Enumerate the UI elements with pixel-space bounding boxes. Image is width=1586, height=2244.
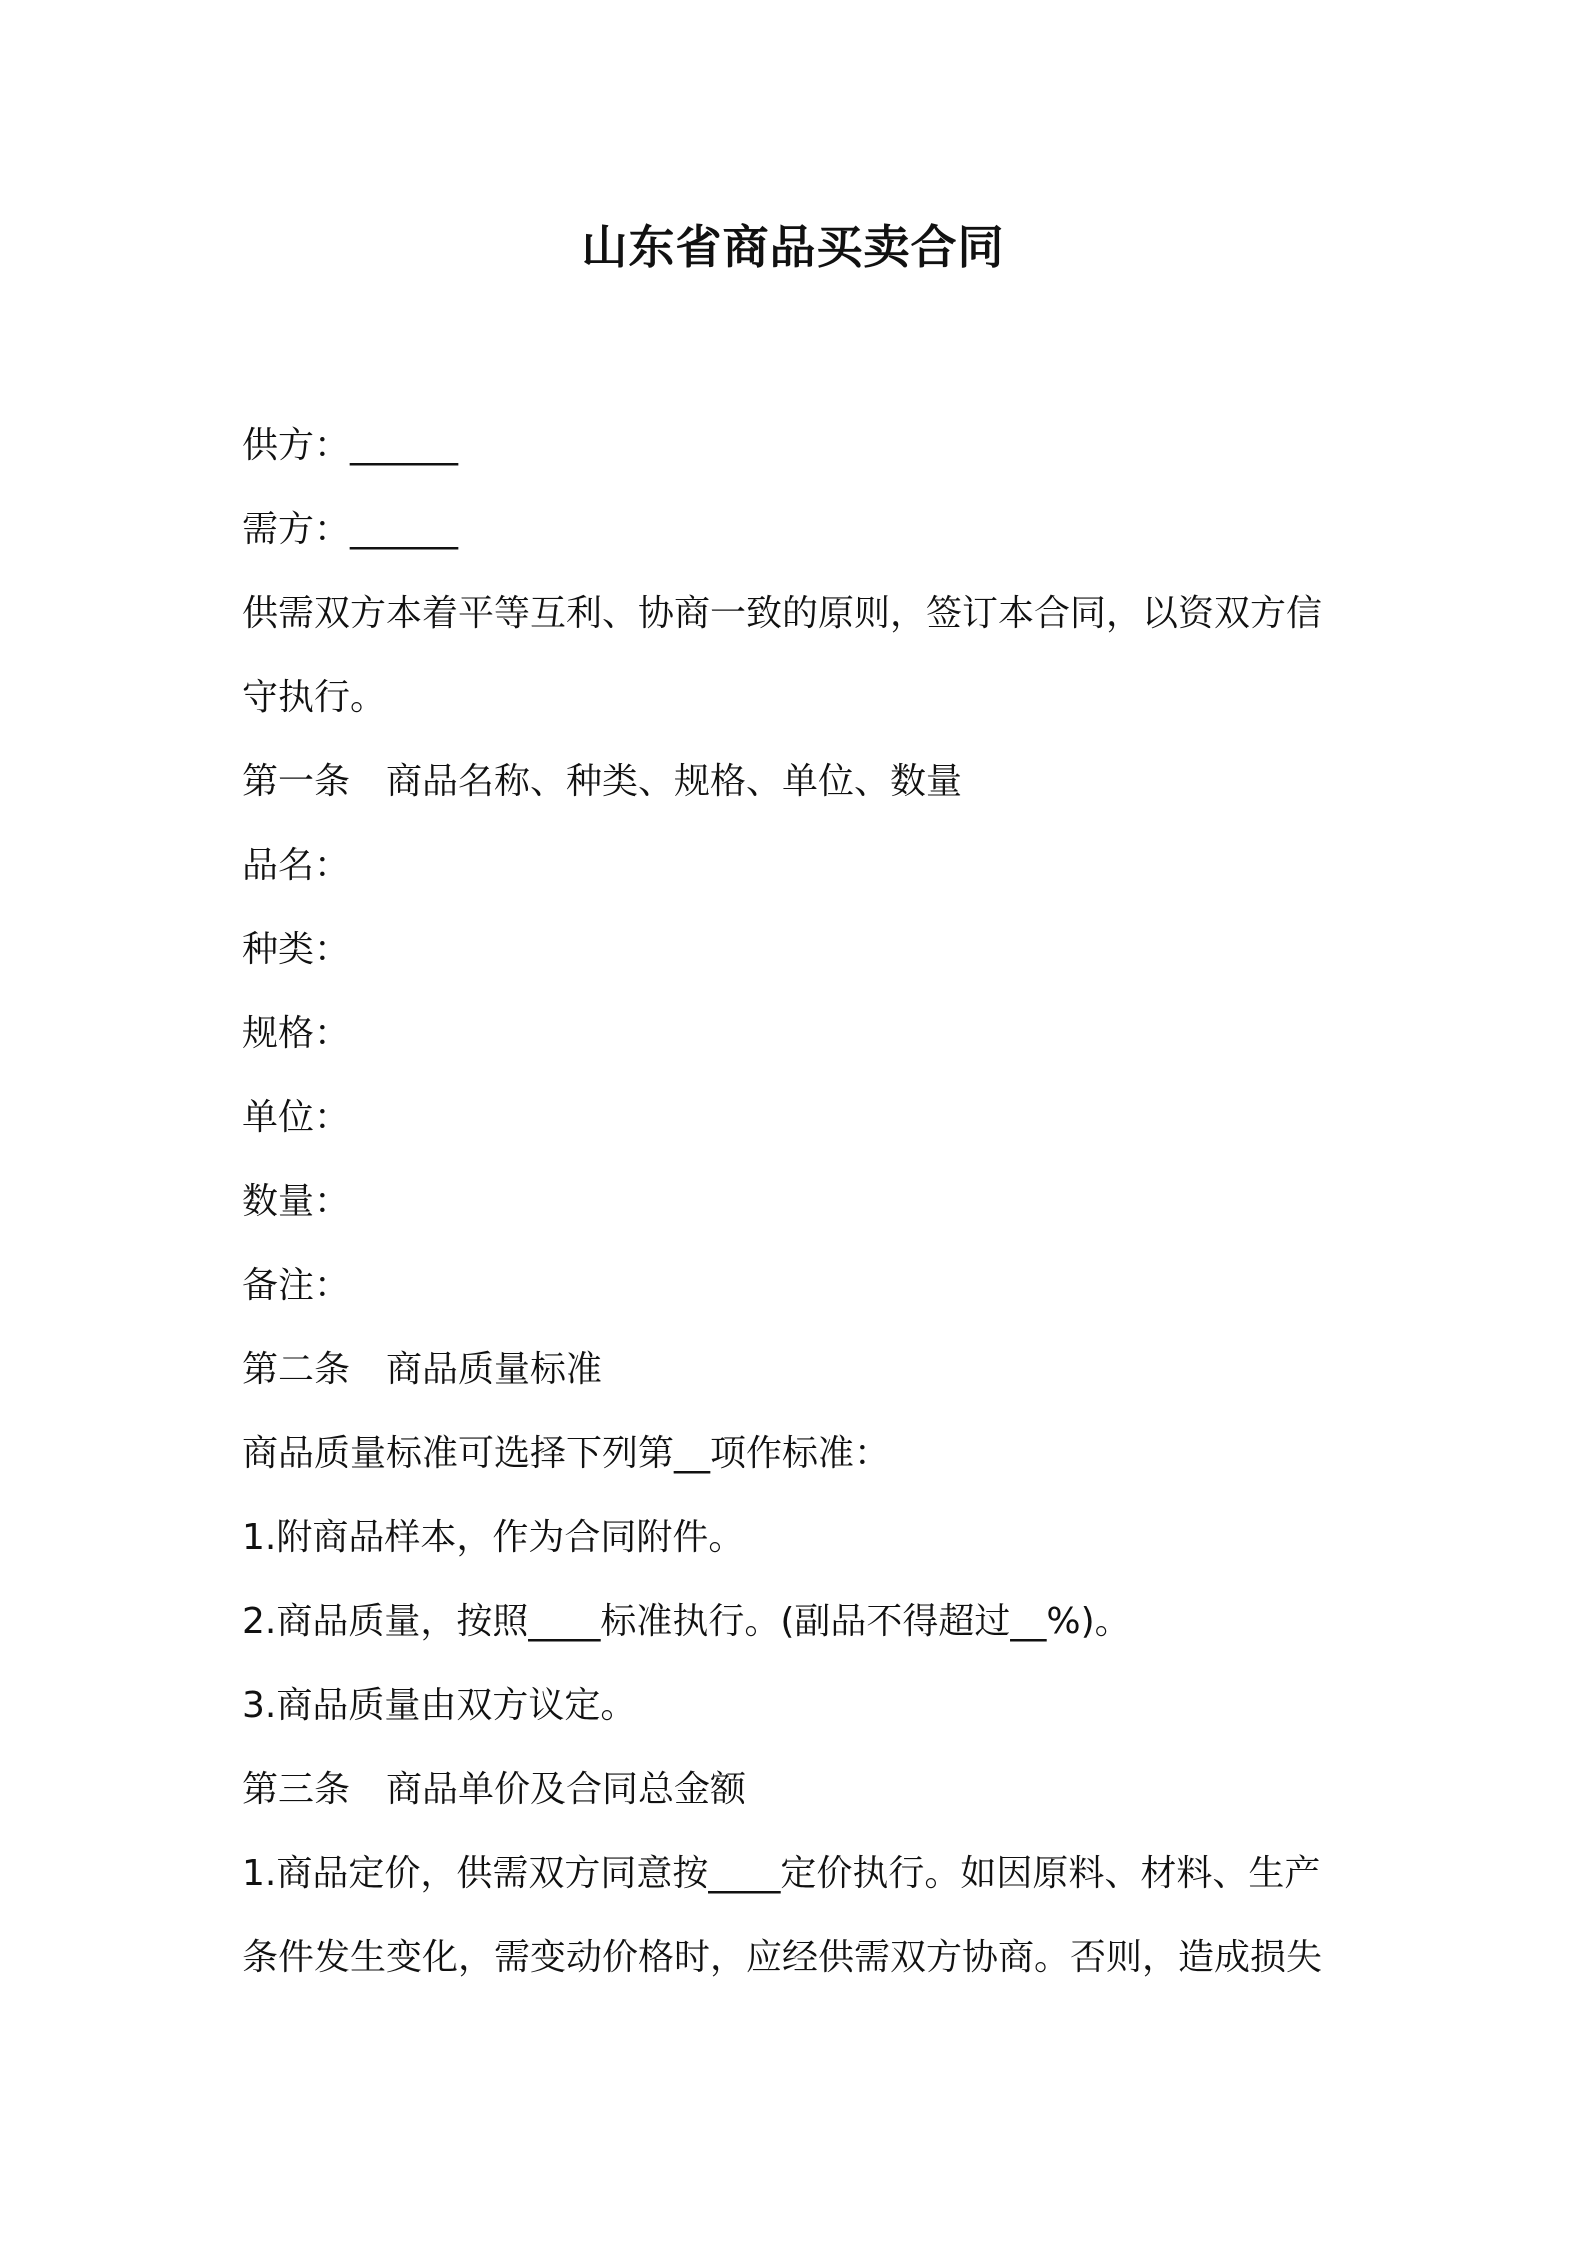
quality-option-1: 1.附商品样本，作为合同附件。 — [242, 1517, 745, 1558]
field-category: 种类： — [242, 929, 351, 970]
field-unit: 单位： — [242, 1097, 351, 1138]
quality-option-3: 3.商品质量由双方议定。 — [242, 1685, 637, 1726]
quality-option-2: 2.商品质量，按照____标准执行。(副品不得超过__%)。 — [242, 1601, 1131, 1642]
field-quantity: 数量： — [242, 1181, 351, 1222]
article-1-heading: 第一条 商品名称、种类、规格、单位、数量 — [242, 761, 963, 802]
article-3-heading: 第三条 商品单价及合同总金额 — [242, 1769, 747, 1810]
article-2-heading: 第二条 商品质量标准 — [242, 1349, 603, 1390]
pricing-clause-line-1: 1.商品定价，供需双方同意按____定价执行。如因原料、材料、生产 — [242, 1853, 1321, 1894]
field-remarks: 备注： — [242, 1265, 351, 1306]
supplier-line: 供方：______ — [242, 425, 459, 466]
pricing-clause-line-2: 条件发生变化，需变动价格时，应经供需双方协商。否则，造成损失 — [242, 1937, 1323, 1978]
preamble-line-2: 守执行。 — [242, 677, 387, 718]
preamble-line-1: 供需双方本着平等互利、协商一致的原则，签订本合同，以资双方信 — [242, 593, 1323, 634]
quality-intro: 商品质量标准可选择下列第__项作标准： — [242, 1433, 891, 1474]
buyer-line: 需方：______ — [242, 509, 459, 550]
document-body — [242, 404, 1362, 2000]
field-product-name: 品名： — [242, 845, 351, 886]
document-title: 山东省商品买卖合同 — [581, 220, 1005, 274]
field-specification: 规格： — [242, 1013, 351, 1054]
